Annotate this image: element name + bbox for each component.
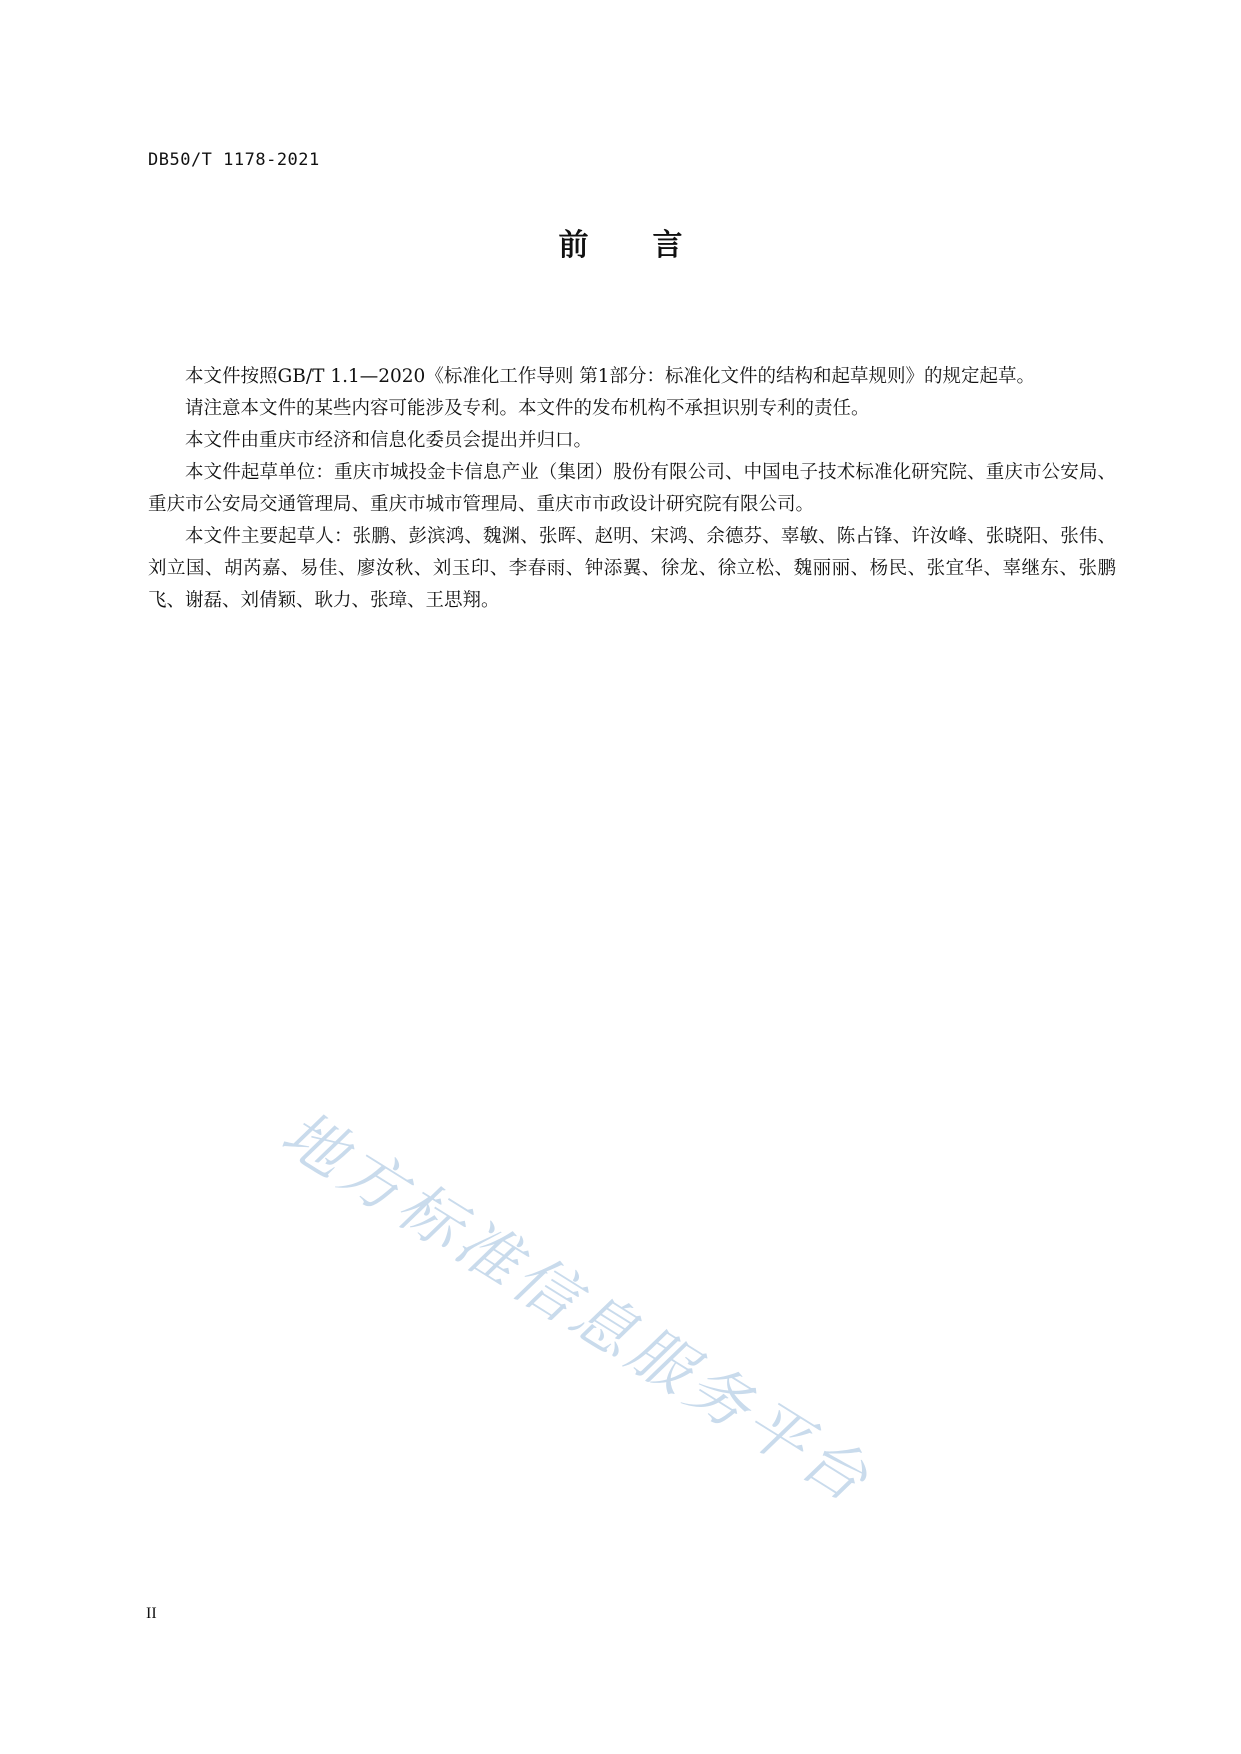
paragraph-patent-notice: 请注意本文件的某些内容可能涉及专利。本文件的发布机构不承担识别专利的责任。 (185, 398, 870, 419)
watermark: 地方标准信息服务平台 (269, 1096, 885, 1519)
paragraph-drafting-units: 本文件起草单位：重庆市城投金卡信息产业（集团）股份有限公司、中国电子技术标准化研究院、重庆市公安局、重庆市公安局交通管理局、重庆市城市管理局、重庆市市政设计研究院有限公司。 (148, 462, 1116, 515)
page-title: 前言 (558, 228, 747, 263)
paragraph-proposer: 本文件由重庆市经济和信息化委员会提出并归口。 (185, 430, 593, 451)
page-number: II (146, 1605, 157, 1622)
document-body (148, 361, 1116, 617)
document-code: DB50/T 1178-2021 (148, 150, 320, 170)
paragraph-drafting-rules: 本文件按照GB/T 1.1—2020《标准化工作导则 第1部分：标准化文件的结构和起草规则》的规定起草。 (185, 366, 1035, 387)
paragraph-drafters: 本文件主要起草人：张鹏、彭滨鸿、魏渊、张晖、赵明、宋鸿、余德芬、辜敏、陈占锋、许汝峰、张晓阳、张伟、刘立国、胡芮嘉、易佳、廖汝秋、刘玉印、李春雨、钟添翼、徐龙、徐立松、魏丽丽、杨民、张宜华、辜继东、张鹏飞、谢磊、刘倩颖、耿力、张璋、王思翔。 (148, 526, 1116, 611)
